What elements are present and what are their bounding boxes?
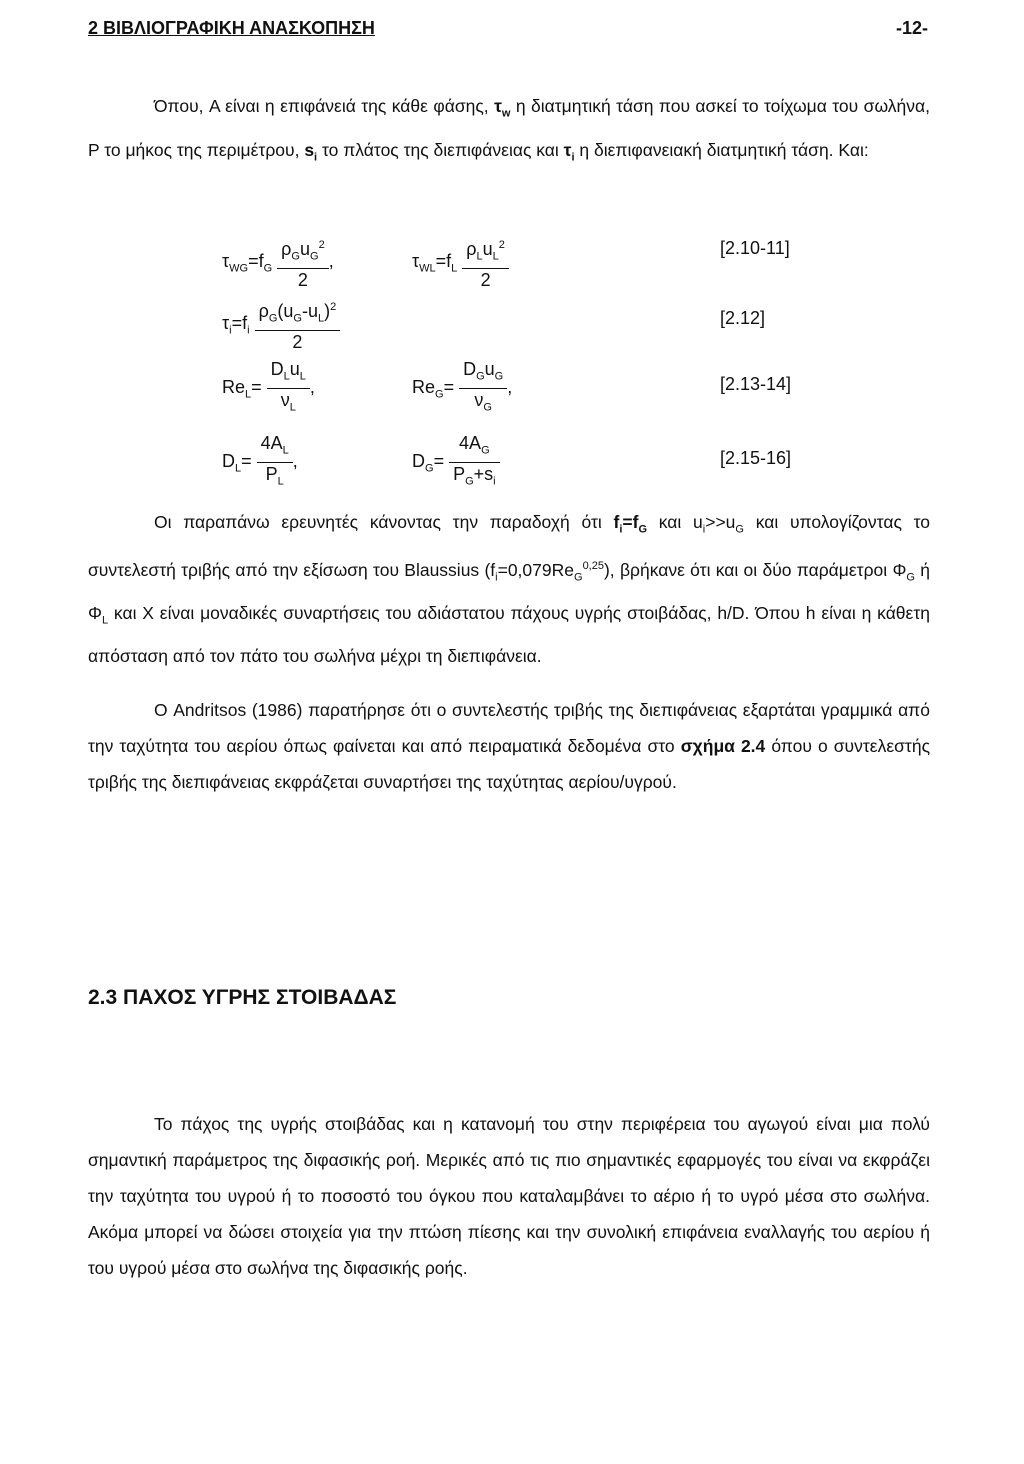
- paragraph-3-text: Ο Andritsos (1986) παρατήρησε ότι ο συντελεστής τριβής της διεπιφάνειας εξαρτάται γραμμικά από την ταχύτητα του αερίου όπως φαίνεται και από πειραματικά δεδομένα στο σχήμα 2.4 όπου ο συντελεστής τριβής της διεπιφάνειας εκφράζεται συναρτήσει της ταχύτητας αερίου/υγρού.: [88, 700, 931, 792]
- paragraph-4: [88, 1106, 930, 1286]
- paragraph-4-text: Το πάχος της υγρής στοιβάδας και η κατανομή του στην περιφέρεια του αγωγού είναι μια πολύ σημαντική παράμετρος της διφασικής ροή. Μερικές από τις πιο σημαντικές εφαρμογές του είναι να εκφράζει την ταχύτητα του υγρού ή το ποσοστό του όγκου που καταλαμβάνει το αέριο ή το υγρό μέσα στο σωλήνα. Ακόμα μπορεί να δώσει στοιχεία για την πτώση πίεσης και την συνολική επιφάνεια εναλλαγής του αερίου ή του υγρού μέσα στο σωλήνα της διφασικής ροής.: [88, 1114, 930, 1278]
- equation-row-4: [0, 432, 1024, 492]
- equation-re-g: $Re_G=$ $\frac{D_Gu_G}{\nu_G}$ ,: [412, 359, 513, 414]
- equation-re-l: $Re_L=$ $\frac{D_Lu_L}{\nu_L}$ ,: [222, 359, 315, 414]
- paragraph-2: [88, 504, 930, 674]
- equation-tau-wg: $\tau_{WG}=f_G$ $\frac{\rho_Gu_G^2}{2}$ ,: [222, 234, 334, 291]
- intro-text: Όπου, A είναι η επιφάνειά της κάθε φάσης, $\tau_w$ η διατμητική τάση που ασκεί το τοίχωμα του σωλήνα, P το μήκος της περιμέτρου, $s_i$ το πλάτος της διεπιφάνειας και $\tau_i$ η διεπιφανειακή διατμητική τάση. Και:: [88, 96, 930, 163]
- equation-row-1: [0, 230, 1024, 290]
- equation-number-1: [2.10-11]: [720, 238, 790, 258]
- intro-paragraph: [88, 88, 930, 175]
- page-number: -12-: [895, 18, 928, 38]
- running-section-title: 2 ΒΙΒΛΙΟΓΡΑΦΙΚΗ ΑΝΑΣΚΟΠΗΣΗ: [88, 18, 375, 38]
- equation-d-l: $D_L=$ $\frac{4A_L}{P_L}$ ,: [222, 433, 298, 488]
- equation-number-4: [2.15-16]: [720, 448, 792, 468]
- equation-tau-wl: $\tau_{WL}=f_L$ $\frac{\rho_Lu_L^2}{2}$: [412, 234, 509, 291]
- equation-row-3: [0, 358, 1024, 418]
- equation-tau-i: $\tau_i=f_i$ $\frac{\rho_G(u_G-u_L)^2}{2}$: [222, 296, 340, 353]
- equation-d-g: $D_G=$ $\frac{4A_G}{P_G+s_i}$: [412, 432, 500, 492]
- paragraph-3: [88, 692, 930, 800]
- paragraph-2-text: Οι παραπάνω ερευνητές κάνοντας την παραδοχή ότι $f_i=f_G$ και $u_i>>u_G$ και υπολογίζοντας το συντελεστή τριβής από την εξίσωση του Blaussius $(f_i=0,079Re_G^{0,25})$, βρήκανε ότι και οι δύο παράμετροι $\Phi_G$ ή $\Phi_L$ και X είναι μοναδικές συναρτήσεις του αδιάστατου πάχους υγρής στοιβάδας, h/D. Όπου h είναι η κάθετη απόσταση από τον πάτο του σωλήνα μέχρι τη διεπιφάνεια.: [88, 512, 931, 667]
- equation-row-2: [0, 292, 1024, 352]
- section-title: 2.3 ΠΑΧΟΣ ΥΓΡΗΣ ΣΤΟΙΒΑΔΑΣ: [88, 986, 397, 1009]
- equation-number-3: [2.13-14]: [720, 374, 792, 394]
- equation-number-2: [2.12]: [720, 308, 766, 328]
